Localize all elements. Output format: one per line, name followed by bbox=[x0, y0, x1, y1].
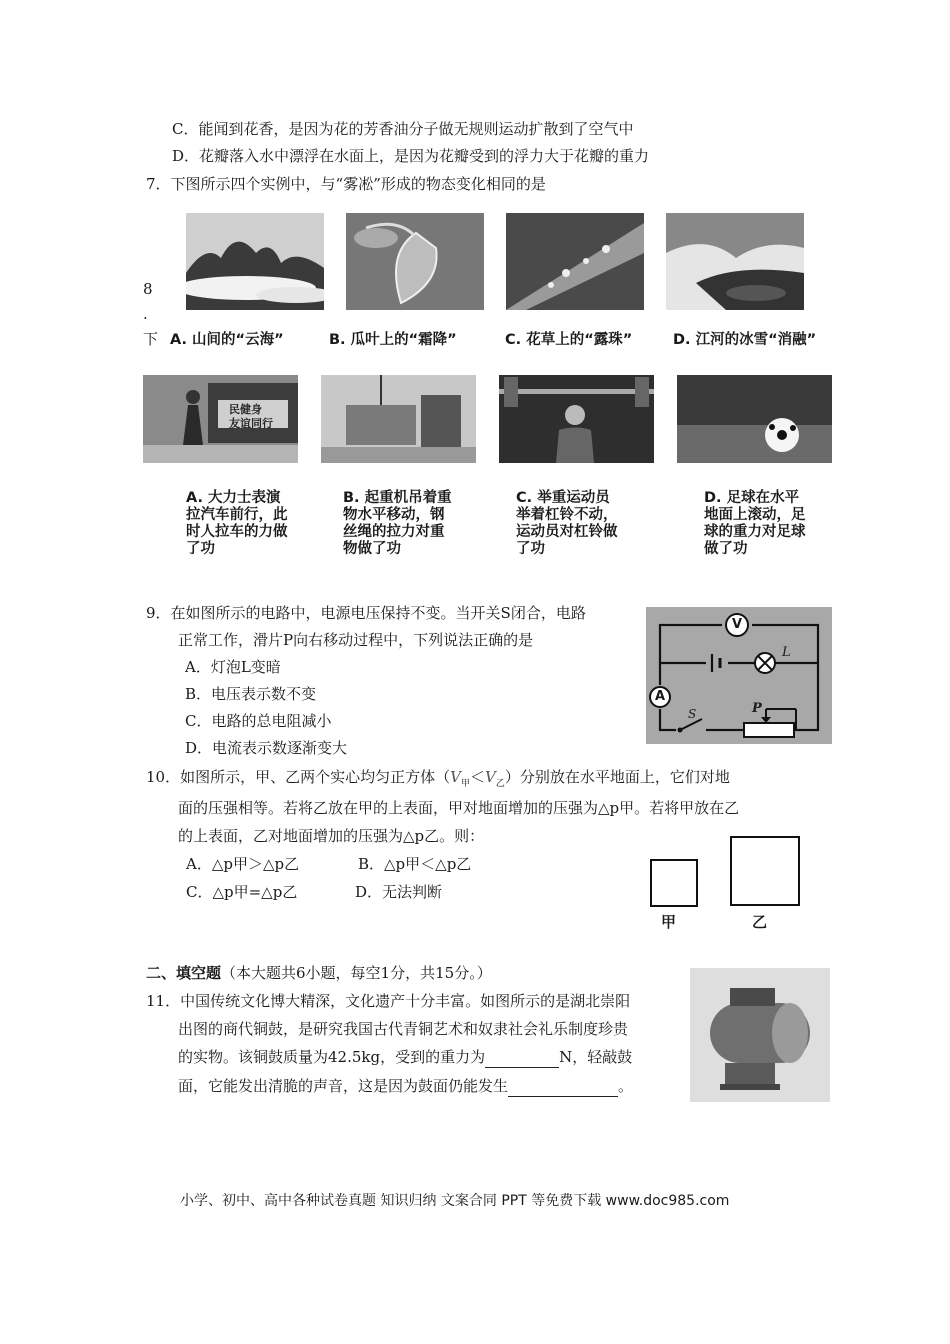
q10-stem-line2: 面的压强相等。若将乙放在甲的上表面，甲对地面增加的压强为△p甲。若将甲放在乙 bbox=[178, 799, 740, 817]
photo-dewdrops bbox=[506, 213, 644, 310]
q8-dot: . bbox=[143, 305, 148, 323]
circuit-label-lamp: L bbox=[782, 645, 791, 660]
q10-stem-line1: 10．如图所示，甲、乙两个实心均匀正方体$(V_甲<V_乙)$分别放在水平地面上，它们对地 bbox=[146, 768, 730, 789]
q11-line3: 的实物。该铜鼓质量为42.5kg，受到的重力为 N，轻敲鼓 bbox=[178, 1048, 633, 1066]
q7-stem: 7．下图所示四个实例中，与“雾凇”形成的物态变化相同的是 bbox=[146, 175, 546, 193]
q7-caption-b: B. 瓜叶上的“霜降” bbox=[329, 332, 457, 348]
cube-jia bbox=[650, 859, 698, 907]
cube-yi bbox=[730, 836, 800, 906]
truck-banner-line2: 友谊同行 bbox=[229, 417, 273, 430]
section2-title: 二、填空题 bbox=[146, 964, 222, 982]
circuit-label-voltmeter: V bbox=[732, 617, 743, 632]
q7-caption-d: D. 江河的冰雪“消融” bbox=[673, 332, 817, 348]
photo-melting-snow bbox=[666, 213, 804, 310]
answer-blank-gravity[interactable] bbox=[485, 1051, 559, 1068]
q8-option-a: A. 大力士表演 拉汽车前行，此 时人拉车的力做 了功 bbox=[186, 490, 288, 557]
q10-option-b: B．△p甲＜△p乙 bbox=[358, 855, 472, 873]
photo-bronze-drum bbox=[690, 968, 830, 1102]
section2-note: （本大题共6小题，每空1分，共15分。） bbox=[221, 964, 492, 982]
q9-option-a: A．灯泡L变暗 bbox=[185, 658, 281, 676]
q8-stem-fragment: 下 bbox=[143, 330, 159, 348]
circuit-label-switch: S bbox=[688, 707, 697, 721]
cube-jia-label: 甲 bbox=[661, 913, 677, 931]
q8-option-d: D. 足球在水平 地面上滚动，足 球的重力对足球 做了功 bbox=[704, 490, 806, 557]
cube-yi-label: 乙 bbox=[752, 913, 768, 931]
q9-option-d: D．电流表示数逐渐变大 bbox=[185, 739, 348, 757]
q9-option-c: C．电路的总电阻减小 bbox=[185, 712, 332, 730]
q10-stem-line3: 的上表面，乙对地面增加的压强为△p乙。则： bbox=[178, 827, 485, 845]
circuit-label-slider: P bbox=[752, 701, 762, 716]
photo-crane-lifting bbox=[321, 375, 476, 463]
q10-option-c: C．△p甲=△p乙 bbox=[186, 883, 298, 901]
answer-blank-vibration[interactable] bbox=[508, 1080, 618, 1097]
q9-stem-line2: 正常工作，滑片P向右移动过程中，下列说法正确的是 bbox=[178, 631, 534, 649]
photo-sea-of-clouds bbox=[186, 213, 324, 310]
q7-caption-a: A. 山间的“云海” bbox=[170, 332, 284, 348]
truck-banner-line1: 民健身 bbox=[229, 403, 262, 416]
q10-option-a: A．△p甲＞△p乙 bbox=[186, 855, 300, 873]
photo-strongman-truck bbox=[143, 375, 298, 463]
q8-option-c: C. 举重运动员 举着杠铃不动， 运动员对杠铃做 了功 bbox=[516, 490, 618, 557]
q8-number: 8 bbox=[143, 280, 153, 298]
circuit-diagram bbox=[646, 607, 832, 744]
photo-frost-leaf bbox=[346, 213, 484, 310]
circuit-label-ammeter: A bbox=[655, 689, 666, 704]
q9-option-b: B．电压表示数不变 bbox=[185, 685, 317, 703]
q10-option-d: D．无法判断 bbox=[355, 883, 443, 901]
q7-caption-c: C. 花草上的“露珠” bbox=[505, 332, 633, 348]
photo-weightlifter bbox=[499, 375, 654, 463]
photo-soccer-ball bbox=[677, 375, 832, 463]
q8-option-b: B. 起重机吊着重 物水平移动，钢 丝绳的拉力对重 物做了功 bbox=[343, 490, 452, 557]
q11-line2: 出图的商代铜鼓，是研究我国古代青铜艺术和奴隶社会礼乐制度珍贵 bbox=[178, 1020, 629, 1038]
page-footer: 小学、初中、高中各种试卷真题 知识归纳 文案合同 PPT 等免费下载 www.doc985.com bbox=[180, 1193, 730, 1209]
section2-heading bbox=[146, 962, 492, 984]
q11-line1: 11．中国传统文化博大精深，文化遗产十分丰富。如图所示的是湖北崇阳 bbox=[146, 992, 631, 1010]
q11-line4: 面，它能发出清脆的声音，这是因为鼓面仍能发生 。 bbox=[178, 1077, 634, 1095]
q6-option-c: C．能闻到花香，是因为花的芳香油分子做无规则运动扩散到了空气中 bbox=[172, 120, 634, 138]
q9-stem-line1: 9．在如图所示的电路中，电源电压保持不变。当开关S闭合，电路 bbox=[146, 604, 586, 622]
q6-option-d: D．花瓣落入水中漂浮在水面上，是因为花瓣受到的浮力大于花瓣的重力 bbox=[172, 147, 650, 165]
